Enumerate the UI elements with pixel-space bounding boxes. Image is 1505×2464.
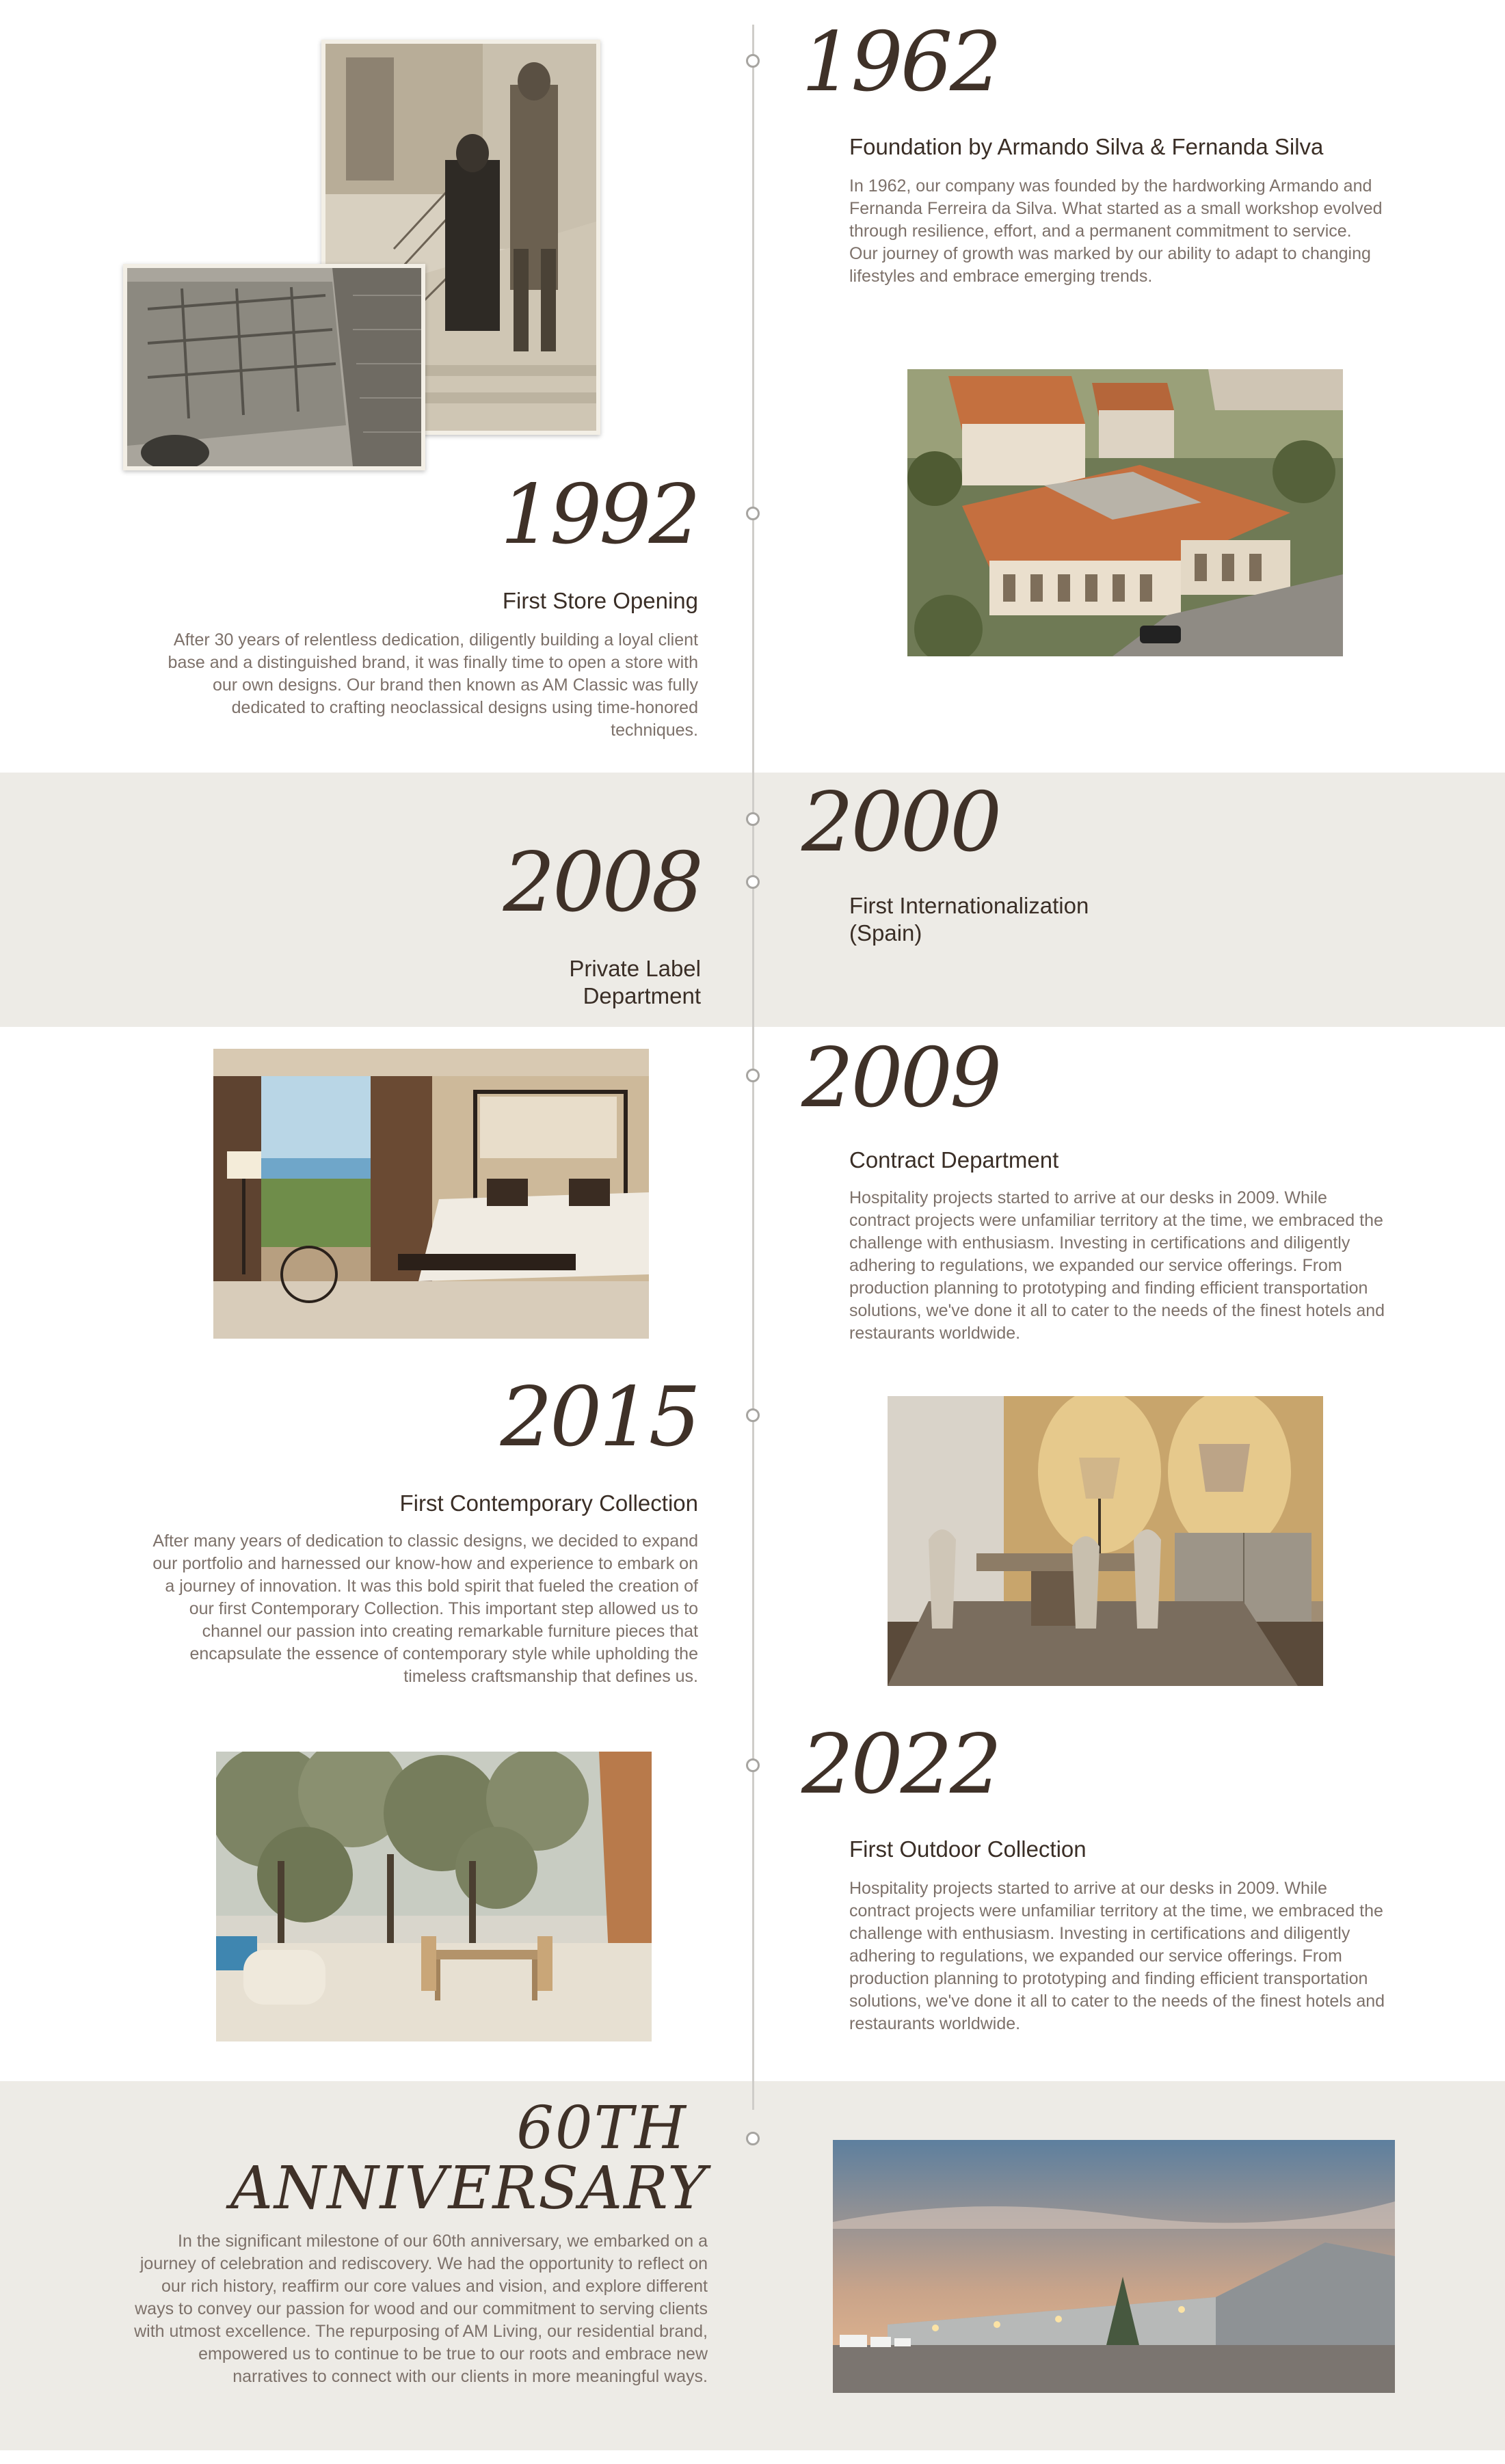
milestone-title-2008-line1: Private Label: [569, 956, 701, 981]
hotel-bedroom-photo: [213, 1049, 649, 1339]
milestone-title-2015: First Contemporary Collection: [399, 1490, 698, 1516]
anniversary-heading-line2: ANNIVERSARY: [230, 2154, 708, 2223]
milestone-text-1962: In 1962, our company was founded by the hardworking Armando and Fernanda Ferreira da Silva. What started as a small workshop evolved through resilience, effort, and a permanent commitment to service. Our journey of growth was marked by our ability to adapt to changing lifestyles and embrace emerging trends.: [849, 176, 1383, 286]
timeline-line: [752, 25, 754, 2110]
milestone-title-2000-line2: (Spain): [849, 920, 922, 946]
timeline-dot-2000: [746, 812, 760, 826]
timeline-dot-2022: [746, 1758, 760, 1772]
milestone-title-2000-line1: First Internationalization: [849, 893, 1089, 918]
timeline-dot-2008: [746, 875, 760, 889]
year-2015: 2015: [500, 1370, 698, 1465]
milestone-text-2022: Hospitality projects started to arrive at our desks in 2009. While contract projects were unfamiliar territory at the time, we embraced the challenge with enthusiasm. Investing in certifications and diligently adhering to regulations, we expanded our service offerings. From production planning to prototyping and finding efficient transportation solutions, we've done it all to cater to the needs of the finest hotels and restaurants worldwide.: [849, 1879, 1385, 2033]
year-2009: 2009: [801, 1031, 1000, 1126]
year-1962: 1962: [801, 15, 1000, 110]
timeline-dot-1992: [746, 507, 760, 520]
timeline-dot-2015: [746, 1408, 760, 1422]
timeline-dot-1962: [746, 54, 760, 68]
year-2000: 2000: [801, 775, 1000, 870]
year-2008: 2008: [503, 835, 701, 930]
milestone-text-2009: Hospitality projects started to arrive at our desks in 2009. While contract projects were unfamiliar territory at the time, we embraced the challenge with enthusiasm. Investing in certifications and diligently adhering to regulations, we expanded our service offerings. From production planning to prototyping and finding efficient transportation solutions, we've done it all to cater to the needs of the finest hotels and restaurants worldwide.: [849, 1188, 1385, 1343]
milestone-title-2009: Contract Department: [849, 1147, 1059, 1173]
year-2022: 2022: [801, 1717, 1000, 1812]
anniversary-text: In the significant milestone of our 60th anniversary, we embarked on a journey of celebration and rediscovery. We had the opportunity to reflect on our rich history, reaffirm our core values and vision, and explore different ways to convey our passion for wood and our commitment to serving clients with utmost excellence. The repurposing of AM Living, our residential brand, empowered us to continue to be true to our roots and embrace new narratives to connect with our clients in more meaningful ways.: [134, 2232, 708, 2386]
aerial-building-photo: [907, 369, 1343, 656]
milestone-title-1992: First Store Opening: [502, 588, 698, 613]
milestone-text-1992: After 30 years of relentless dedication, diligently building a loyal client base and a distinguished brand, it was finally time to open a store with our own designs. Our brand then known as AM Classic was fully dedicated to crafting neoclassical designs using time-honored techniques.: [168, 630, 698, 740]
timeline-dot-2009: [746, 1069, 760, 1082]
milestone-title-2008-line2: Department: [583, 983, 701, 1008]
milestone-title-1962: Foundation by Armando Silva & Fernanda Silva: [849, 134, 1324, 159]
anniversary-heading-line1: 60TH: [516, 2094, 687, 2162]
year-1992: 1992: [500, 468, 698, 563]
vintage-photo-vehicle: [123, 264, 425, 470]
milestone-title-2022: First Outdoor Collection: [849, 1836, 1087, 1862]
outdoor-terrace-photo: [216, 1752, 652, 2041]
dining-room-photo: [888, 1396, 1323, 1686]
milestone-text-2015: After many years of dedication to classic designs, we decided to expand our portfolio and harnessed our know-how and experience to embark on a journey of innovation. It was this bold spirit that fueled the creation of our first Contemporary Collection. This important step allowed us to channel our passion into creating remarkable furniture pieces that encapsulate the essence of contemporary style while upholding the timeless craftsmanship that defines us.: [152, 1531, 698, 1686]
factory-building-photo: [833, 2140, 1395, 2393]
timeline-dot-anniversary: [746, 2132, 760, 2145]
